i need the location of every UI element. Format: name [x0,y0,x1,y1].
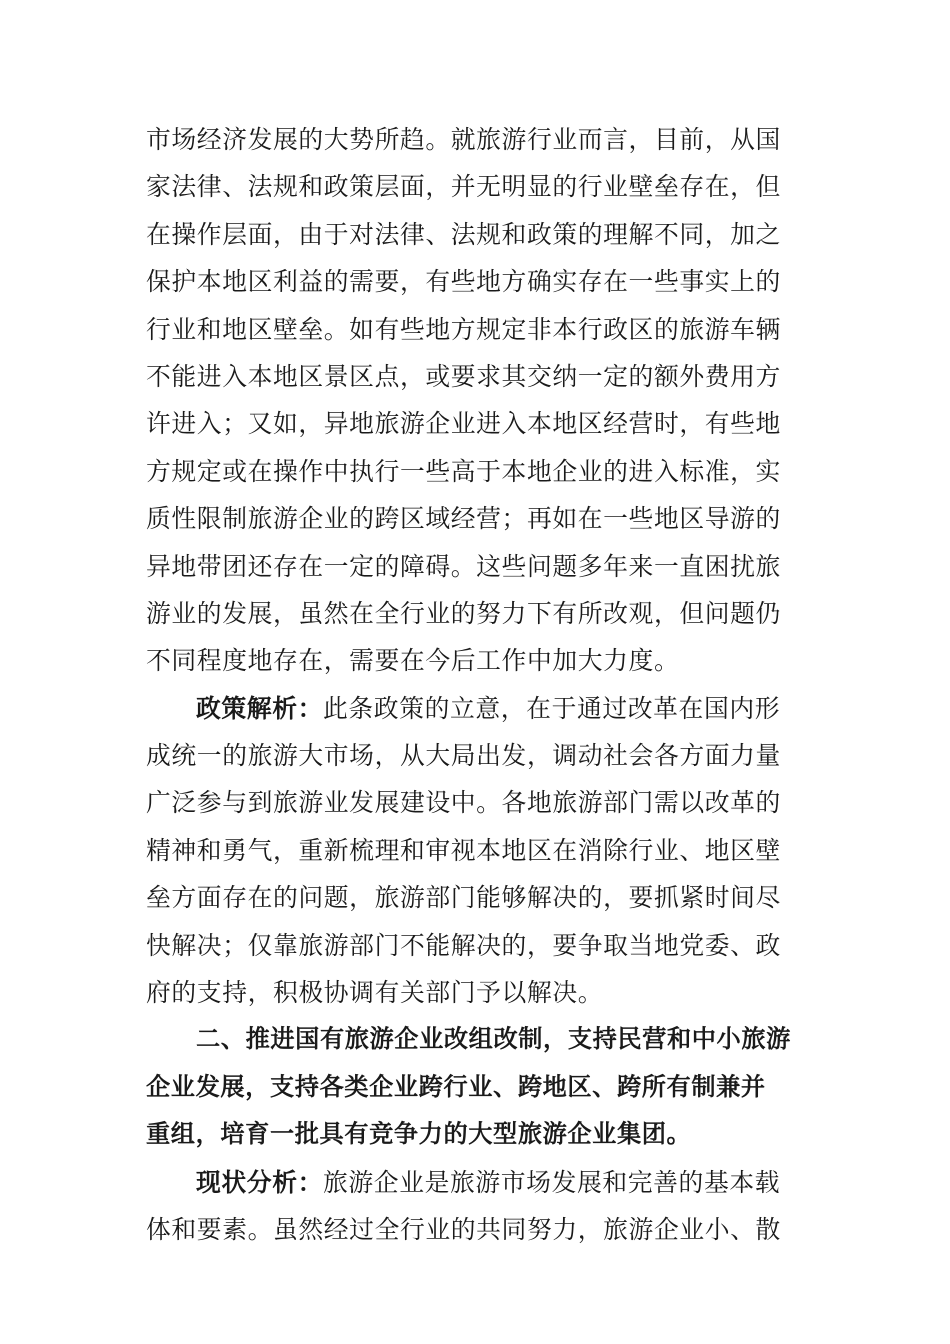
status-analysis-label: 现状分析： [196,1167,323,1197]
text-line: 游业的发展，虽然在全行业的努力下有所改观，但问题仍 [146,598,781,628]
text-line: 质性限制旅游企业的跨区域经营；再如在一些地区导游的 [146,504,781,534]
text-line: 快解决；仅靠旅游部门不能解决的，要争取当地党委、政 [146,930,781,960]
text-line: 异地带团还存在一定的障碍。这些问题多年来一直困扰旅 [146,551,781,581]
paragraph-policy-analysis [146,685,814,1017]
text-line [146,685,814,732]
text-line: 府的支持，积极协调有关部门予以解决。 [146,978,604,1008]
text-line: 精神和勇气，重新梳理和审视本地区在消除行业、地区壁 [146,835,781,865]
text-line: 保护本地区利益的需要，有些地方确实存在一些事实上的 [146,267,781,297]
heading-line: 二、推进国有旅游企业改组改制，支持民营和中小旅游 [196,1025,791,1054]
heading-line: 企业发展，支持各类企业跨行业、跨地区、跨所有制兼并 [146,1072,766,1101]
text-line: 成统一的旅游大市场，从大局出发，调动社会各方面力量 [146,741,781,771]
paragraph-market-barriers [146,116,814,685]
text-line: 广泛参与到旅游业发展建设中。各地旅游部门需以改革的 [146,788,781,818]
text-line: 家法律、法规和政策层面，并无明显的行业壁垒存在，但 [146,172,781,202]
text-line: 行业和地区壁垒。如有些地方规定非本行政区的旅游车辆 [146,314,781,344]
section-heading-2 [146,1016,814,1158]
text-span: 旅游企业是旅游市场发展和完善的基本载 [323,1167,781,1197]
text-line: 垒方面存在的问题，旅游部门能够解决的，要抓紧时间尽 [146,883,781,913]
text-line: 市场经济发展的大势所趋。就旅游行业而言，目前，从国 [146,125,781,154]
document-body [146,116,814,1253]
text-line: 体和要素。虽然经过全行业的共同努力，旅游企业小、散 [146,1214,781,1244]
policy-analysis-label: 政策解析： [196,693,323,723]
text-line: 不能进入本地区景区点，或要求其交纳一定的额外费用方 [146,361,781,391]
heading-line: 重组，培育一批具有竞争力的大型旅游企业集团。 [146,1120,692,1149]
text-line [146,1159,814,1206]
text-span: 此条政策的立意，在于通过改革在国内形 [323,693,781,723]
paragraph-status-analysis [146,1159,814,1254]
text-line: 许进入；又如，异地旅游企业进入本地区经营时，有些地 [146,409,781,439]
text-line: 方规定或在操作中执行一些高于本地企业的进入标准，实 [146,456,781,486]
text-line: 在操作层面，由于对法律、法规和政策的理解不同，加之 [146,219,781,249]
text-line: 不同程度地存在，需要在今后工作中加大力度。 [146,646,680,676]
